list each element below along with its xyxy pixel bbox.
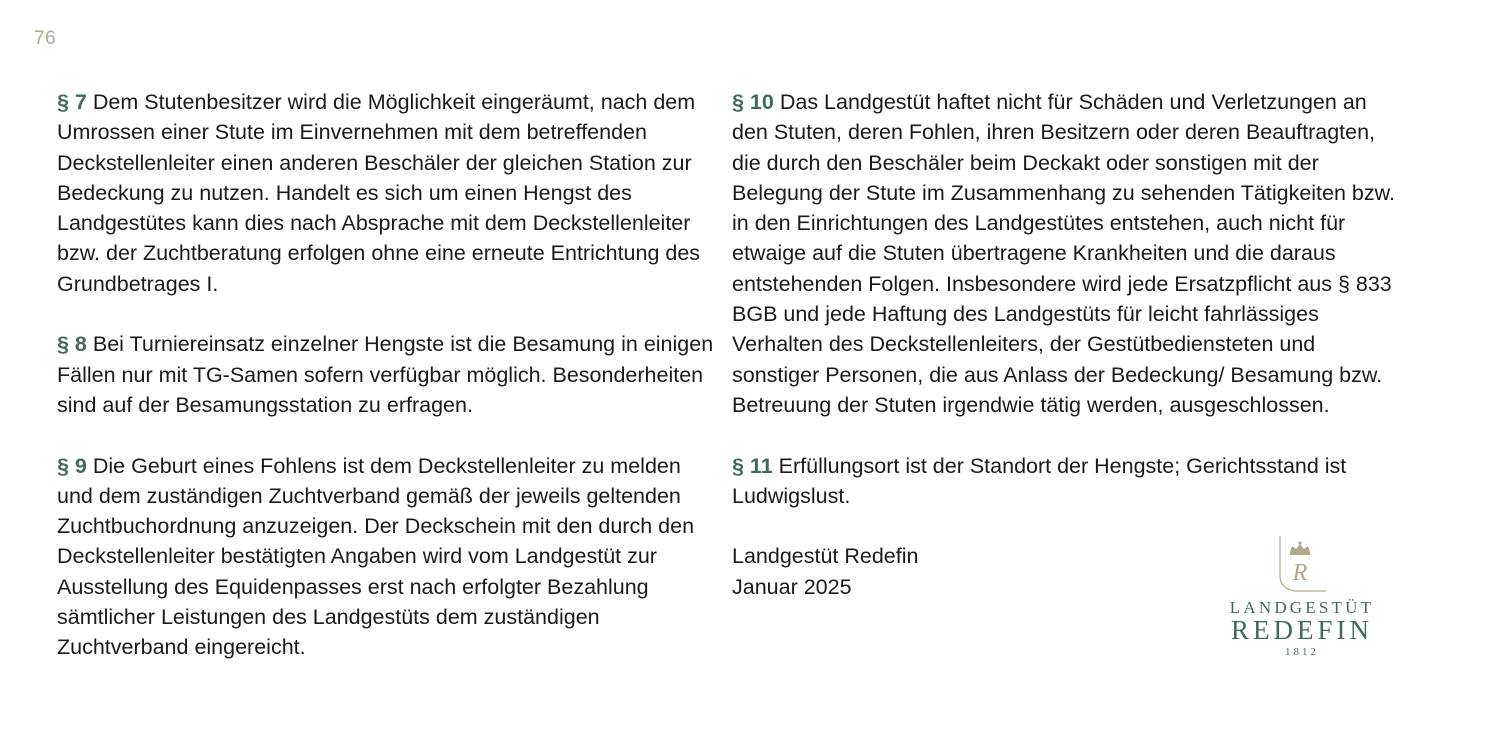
signature-org: Landgestüt Redefin <box>732 544 919 569</box>
svg-text:R: R <box>1292 560 1308 586</box>
paragraph-text: Die Geburt eines Fohlens ist dem Deckstellenleiter zu melden und dem zuständigen Zuchtverband gemäß der jeweils geltenden Zuchtbuchordnung anzuzeigen. Der Deckschein mit den durch den Deckstellenleiter bestätigten Angaben wird vom Landgestüt zur Ausstellung des Equidenpasses erst nach erfolgter Bezahlung sämtlicher Leistungen des Landgestüts dem zuständigen Zuchtverband eingereicht. <box>57 453 695 660</box>
left-column <box>57 87 717 693</box>
paragraph-number: § 11 <box>732 453 773 478</box>
paragraph-9 <box>57 451 717 663</box>
paragraph-text: Bei Turniereinsatz einzelner Hengste ist die Besamung in einigen Fällen nur mit TG-Samen sofern verfügbar möglich. Besonderheiten sind auf der Besamungsstation zu erfragen. <box>57 332 714 417</box>
logo-line-redefin: REDEFIN <box>1231 615 1373 645</box>
paragraph-text: Dem Stutenbesitzer wird die Möglichkeit eingeräumt, nach dem Umrossen einer Stute im Einvernehmen mit dem betreffenden Deckstellenleiter einen anderen Beschäler der gleichen Station zur Bedeckung zu nutzen. Handelt es sich um einen Hengst des Landgestütes kann dies nach Absprache mit dem Deckstellenleiter bzw. der Zuchtberatung erfolgen ohne eine erneute Entrichtung des Grundbetrages I. <box>57 90 701 296</box>
paragraph-7 <box>57 87 717 299</box>
paragraph-number: § 7 <box>57 90 87 114</box>
landgestuet-logo <box>1212 536 1392 661</box>
paragraph-number: § 10 <box>732 90 774 114</box>
paragraph-text: Erfüllungsort ist der Standort der Hengste; Gerichtsstand ist Ludwigslust. <box>732 453 1347 508</box>
crown-r-crest-icon <box>1278 536 1326 594</box>
paragraph-number: § 9 <box>57 453 87 478</box>
right-column <box>732 87 1397 602</box>
paragraph-number: § 8 <box>57 332 87 357</box>
paragraph-10 <box>732 87 1397 420</box>
logo-line-landgestuet: LANDGESTÜT <box>1229 598 1375 617</box>
signature-date: Januar 2025 <box>732 574 852 599</box>
logo-year: 1812 <box>1285 646 1319 658</box>
paragraph-text: Das Landgestüt haftet nicht für Schäden und Verletzungen an den Stuten, deren Fohlen, ihren Besitzern oder deren Beauftragten, die durch den Beschäler beim Deckakt oder sonstigen mit der Belegung der Stute im Zusammenhang zu sehenden Tätigkeiten bzw. in den Einrichtungen des Landgestütes entstehen, auch nicht für etwaige auf die Stuten übertragene Krankheiten und die daraus entstehenden Folgen. Insbesondere wird jede Ersatzpflicht aus § 833 BGB und jede Haftung des Landgestüts für leicht fahrlässiges Verhalten des Deckstellenleiters, der Gestütbediensteten und sonstiger Personen, die aus Anlass der Bedeckung/ Besamung bzw. Betreuung der Stuten irgendwie tätig werden, ausgeschlossen. <box>732 90 1395 417</box>
paragraph-8 <box>57 329 717 420</box>
paragraph-11 <box>732 451 1397 512</box>
page-number: 76 <box>34 28 57 49</box>
